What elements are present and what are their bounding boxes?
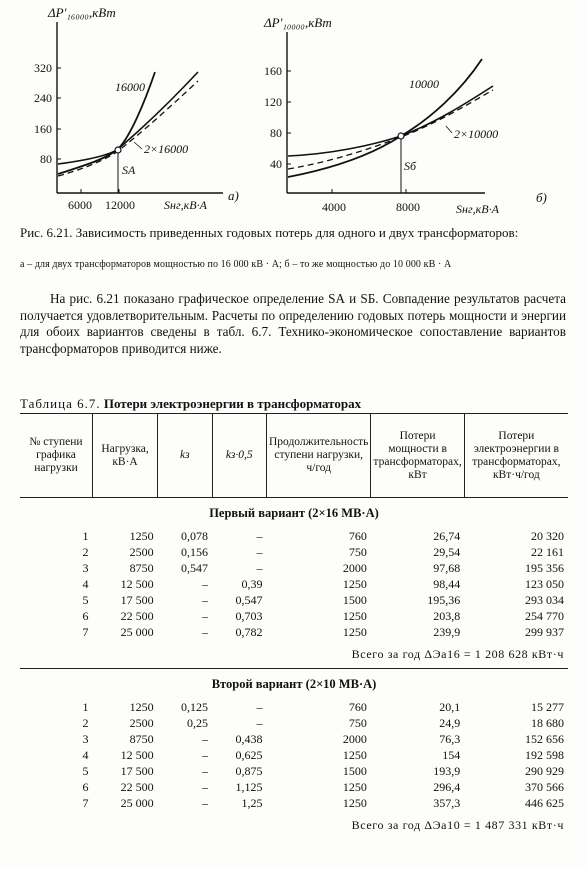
variant2-total: Всего за год ΔЭа10 = 1 487 331 кВт·ч	[351, 818, 564, 832]
chart-b-xtick: 8000	[396, 200, 420, 214]
variant1-body	[20, 498, 568, 641]
table-row	[20, 544, 568, 560]
cell-kz05: 1,125	[235, 780, 263, 794]
cell-duration: 1250	[342, 796, 367, 810]
table-row	[20, 576, 568, 592]
cell-energy-loss: 18 680	[531, 716, 564, 730]
cell-step: 5	[82, 764, 89, 778]
chart-b-panel-tag: б)	[536, 190, 547, 205]
cell-energy-loss: 299 937	[525, 625, 564, 639]
cell-power-loss: 154	[442, 748, 461, 762]
chart-a-ytick: 160	[34, 122, 52, 136]
cell-power-loss: 76,3	[439, 732, 461, 746]
cell-energy-loss: 370 566	[525, 780, 564, 794]
header-load: Нагрузка, кВ·А	[93, 414, 158, 498]
cell-kz: 0,25	[187, 716, 209, 730]
chart-b-ytick: 40	[270, 157, 282, 171]
cell-kz05: 0,39	[241, 577, 263, 591]
chart-b-x-label: Sнг,кВ·А	[456, 202, 499, 216]
cell-duration: 1500	[342, 593, 367, 607]
cell-kz: –	[202, 764, 209, 778]
cell-load: 25 000	[120, 625, 154, 639]
cell-load: 25 000	[120, 796, 154, 810]
header-step: № ступени графика нагрузки	[29, 436, 83, 474]
cell-kz05: 0,703	[235, 609, 263, 623]
variant1-total: Всего за год ΔЭа16 = 1 208 628 кВт·ч	[351, 647, 564, 661]
cell-duration: 1250	[342, 780, 367, 794]
cell-energy-loss: 22 161	[531, 545, 564, 559]
cell-step: 3	[82, 732, 89, 746]
cell-energy-loss: 446 625	[525, 796, 564, 810]
chart-a-xtick: 12000	[105, 198, 135, 212]
cell-power-loss: 24,9	[439, 716, 461, 730]
chart-a-curve-label: 16000	[115, 80, 145, 94]
cell-load: 17 500	[120, 764, 154, 778]
cell-load: 17 500	[120, 593, 154, 607]
chart-a-xtick: 6000	[68, 198, 92, 212]
cell-load: 1250	[129, 700, 154, 714]
table-row	[20, 747, 568, 763]
header-kz: kз	[158, 414, 212, 498]
cell-load: 22 500	[120, 609, 154, 623]
table-row	[20, 699, 568, 715]
cell-power-loss: 357,3	[433, 796, 461, 810]
figure-note: а – для двух трансформаторов мощностью по 16 000 кВ · А; б – то же мощностью до 10 000 кВ · А	[20, 259, 452, 270]
variant2-body	[20, 669, 568, 811]
cell-kz05: 0,875	[235, 764, 263, 778]
cell-step: 2	[82, 545, 89, 559]
cell-energy-loss: 152 656	[525, 732, 564, 746]
chart-a-ytick: 80	[40, 152, 52, 166]
cell-step: 3	[82, 561, 89, 575]
cell-kz05: –	[256, 716, 263, 730]
curve-2x10000-solid	[288, 86, 493, 156]
cell-step: 2	[82, 716, 89, 730]
cell-energy-loss: 20 320	[531, 529, 564, 543]
cell-power-loss: 193,9	[433, 764, 461, 778]
cell-kz05: 0,625	[235, 748, 263, 762]
table-row	[20, 731, 568, 747]
cell-power-loss: 29,54	[433, 545, 461, 559]
cell-energy-loss: 195 356	[525, 561, 564, 575]
table-row	[20, 624, 568, 640]
figure-caption: Рис. 6.21. Зависимость приведенных годовых потерь для одного и двух трансформаторов:	[20, 225, 519, 240]
cell-power-loss: 296,4	[433, 780, 461, 794]
cell-step: 1	[82, 529, 89, 543]
cell-kz05: –	[256, 529, 263, 543]
variant1-title: Первый вариант (2×16 МВ·А)	[209, 506, 379, 520]
variant2-total-body	[20, 811, 568, 839]
header-energy-loss: Потери электроэнергии в трансформаторах, кВт·ч/год	[464, 414, 568, 498]
variant1-total-body	[20, 640, 568, 669]
cell-kz: –	[202, 796, 209, 810]
cell-kz: –	[202, 748, 209, 762]
chart-b-xtick: 4000	[322, 200, 346, 214]
cell-energy-loss: 15 277	[531, 700, 564, 714]
cell-kz05: –	[256, 561, 263, 575]
cell-load: 2500	[129, 716, 154, 730]
cell-kz: –	[202, 732, 209, 746]
chart-b-y-label: ΔP'₁₀₀₀₀,кВт	[264, 15, 332, 30]
chart-a-y-label: ΔP'₁₆₀₀₀,кВт	[48, 5, 116, 20]
header-kz05: kз·0,5	[212, 414, 266, 498]
table-row	[20, 528, 568, 544]
cell-duration: 2000	[342, 732, 367, 746]
cell-power-loss: 98,44	[433, 577, 461, 591]
chart-b-ytick: 80	[270, 126, 282, 140]
cell-kz: –	[202, 625, 209, 639]
cell-duration: 1250	[342, 609, 367, 623]
cell-load: 8750	[129, 561, 154, 575]
cell-energy-loss: 293 034	[525, 593, 564, 607]
header-power-loss: Потери мощности в трансформаторах, кВт	[371, 414, 464, 498]
cell-kz: 0,547	[181, 561, 209, 575]
cell-step: 4	[82, 577, 89, 591]
table-row	[20, 779, 568, 795]
cell-energy-loss: 192 598	[525, 748, 564, 762]
chart-b	[260, 4, 560, 219]
cell-kz: –	[202, 609, 209, 623]
chart-a-curve-label: 2×16000	[144, 142, 189, 156]
cell-step: 6	[82, 609, 89, 623]
cell-duration: 1250	[342, 748, 367, 762]
chart-b-curve-label: 10000	[409, 77, 439, 91]
header-duration: Продолжительность ступени нагрузки, ч/год	[266, 414, 370, 498]
table-caption	[20, 396, 361, 412]
cell-kz: 0,078	[181, 529, 209, 543]
cell-power-loss: 26,74	[433, 529, 461, 543]
cell-energy-loss: 290 929	[525, 764, 564, 778]
table-row	[20, 592, 568, 608]
chart-a-ytick: 320	[34, 61, 52, 75]
cell-load: 12 500	[120, 748, 154, 762]
cell-duration: 760	[348, 700, 367, 714]
cell-kz: –	[202, 593, 209, 607]
cell-kz: 0,156	[181, 545, 209, 559]
cell-kz05: 0,782	[235, 625, 263, 639]
cell-duration: 750	[348, 545, 367, 559]
curve-10000	[288, 59, 482, 177]
cell-duration: 760	[348, 529, 367, 543]
cell-duration: 2000	[342, 561, 367, 575]
cell-step: 6	[82, 780, 89, 794]
cell-duration: 1250	[342, 625, 367, 639]
curve-2x16000-dashed	[58, 81, 198, 176]
cell-load: 8750	[129, 732, 154, 746]
cell-energy-loss: 254 770	[525, 609, 564, 623]
cell-step: 4	[82, 748, 89, 762]
cell-step: 7	[82, 625, 89, 639]
chart-a-panel-tag: а)	[228, 188, 239, 203]
cell-load: 1250	[129, 529, 154, 543]
chart-a-point-label: SA	[122, 163, 136, 177]
chart-b-ytick: 160	[264, 64, 282, 78]
cell-kz: –	[202, 577, 209, 591]
table-row	[20, 763, 568, 779]
cell-kz05: 0,438	[235, 732, 263, 746]
cell-duration: 750	[348, 716, 367, 730]
table-row	[20, 795, 568, 811]
chart-b-ytick: 120	[264, 95, 282, 109]
cell-step: 5	[82, 593, 89, 607]
cell-step: 7	[82, 796, 89, 810]
cell-power-loss: 195,36	[427, 593, 461, 607]
cell-load: 12 500	[120, 577, 154, 591]
chart-a-ytick: 240	[34, 91, 52, 105]
chart-b-curve-label: 2×10000	[454, 127, 499, 141]
table-row	[20, 715, 568, 731]
cell-load: 22 500	[120, 780, 154, 794]
cell-kz: 0,125	[181, 700, 209, 714]
chart-b-point-label: Sб	[404, 159, 417, 173]
cell-kz: –	[202, 780, 209, 794]
cell-power-loss: 97,68	[433, 561, 461, 575]
table-title: Потери электроэнергии в трансформаторах	[103, 396, 362, 411]
cell-step: 1	[82, 700, 89, 714]
intersection-point-a	[115, 147, 121, 153]
table-number: Таблица 6.7.	[20, 396, 101, 411]
table-row	[20, 560, 568, 576]
cell-kz05: 1,25	[241, 796, 263, 810]
cell-duration: 1250	[342, 577, 367, 591]
cell-duration: 1500	[342, 764, 367, 778]
intersection-point-b	[398, 133, 404, 139]
cell-kz05: 0,547	[235, 593, 263, 607]
cell-kz05: –	[256, 700, 263, 714]
variant2-title: Второй вариант (2×10 МВ·А)	[211, 677, 377, 691]
body-paragraph: На рис. 6.21 показано графическое определение SА и SБ. Совпадение результатов расчета получается удовлетворительным. Расчеты по определению годовых потерь мощности и энергии для обоих вариантов сведены в табл. 6.7. Технико-экономическое сопоставление вариантов трансформаторов приводится ниже.	[20, 291, 566, 356]
cell-power-loss: 203,8	[433, 609, 461, 623]
losses-table	[20, 413, 568, 839]
cell-power-loss: 239,9	[433, 625, 461, 639]
cell-power-loss: 20,1	[439, 700, 461, 714]
chart-a-x-label: Sнг,кВ·А	[164, 198, 207, 212]
cell-energy-loss: 123 050	[525, 577, 564, 591]
cell-load: 2500	[129, 545, 154, 559]
table-row	[20, 608, 568, 624]
chart-a	[18, 4, 288, 219]
cell-kz05: –	[256, 545, 263, 559]
